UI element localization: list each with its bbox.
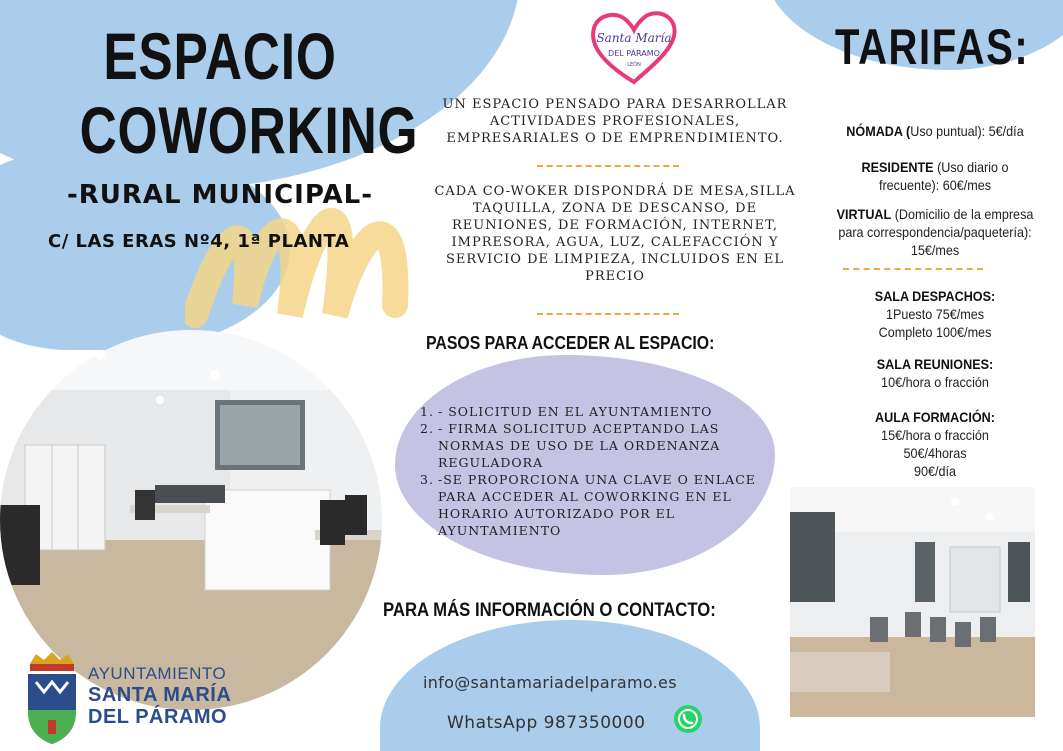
training-room-photo — [790, 487, 1035, 717]
municipality-logo — [22, 650, 282, 745]
divider-3 — [843, 268, 983, 270]
rate-detail: Completo 100€/mes — [878, 324, 992, 340]
address: C/ LAS ERAS Nº4, 1ª PLANTA — [48, 231, 350, 252]
rate-detail: 15€/hora o fracción — [881, 427, 989, 443]
title-line-2: COWORKING — [79, 93, 419, 167]
logo-line-3: DEL PÁRAMO — [88, 706, 228, 728]
contact-email[interactable]: info@santamariadelparamo.es — [423, 673, 677, 692]
step-number: 2. — [420, 421, 434, 436]
rate-aula-formacion — [832, 408, 1039, 480]
rate-detail: (Uso diario o — [933, 159, 1009, 175]
subtitle: -RURAL MUNICIPAL- — [66, 180, 373, 210]
rate-virtual — [832, 205, 1039, 259]
title-line-1: ESPACIO — [103, 19, 337, 93]
contact-whatsapp[interactable]: WhatsApp 987350000 — [447, 713, 646, 733]
step-text: - SOLICITUD EN EL AYUNTAMIENTO — [438, 404, 713, 419]
heart-logo-line-2: DEL PÁRAMO — [608, 49, 660, 58]
heart-logo-line-1: Santa María — [596, 31, 672, 45]
rate-sala-despachos — [832, 287, 1039, 341]
rate-detail: 10€/hora o fracción — [881, 374, 989, 390]
heart-logo-line-3: LEÓN — [627, 62, 641, 68]
steps-heading: PASOS PARA ACCEDER AL ESPACIO: — [426, 333, 715, 353]
rate-detail: frecuente): 60€/mes — [878, 177, 992, 193]
whatsapp-icon[interactable] — [673, 704, 703, 734]
step-text: -SE PROPORCIONA UNA CLAVE O ENLACE PARA ACCEDER AL COWORKING EN EL HORARIO AUTORIZADO POR EL AYUNTAMIENTO — [438, 472, 756, 538]
rate-name: NÓMADA ( — [846, 123, 911, 139]
step-item — [420, 403, 770, 420]
step-item — [420, 420, 770, 471]
rate-residente — [832, 158, 1039, 194]
steps-list — [420, 403, 770, 539]
step-item — [420, 471, 770, 539]
contact-heading: PARA MÁS INFORMACIÓN O CONTACTO: — [383, 600, 716, 621]
rate-detail: 1Puesto 75€/mes — [885, 306, 985, 322]
coat-of-arms-icon — [22, 650, 82, 745]
tarifas-title: TARIFAS: — [835, 19, 1030, 75]
rate-name: RESIDENTE — [861, 159, 934, 175]
rate-detail: Uso puntual): 5€/día — [910, 123, 1024, 139]
divider-2 — [537, 313, 679, 315]
rate-name: SALA DESPACHOS: — [874, 288, 996, 304]
logo-line-2: SANTA MARÍA — [88, 684, 232, 706]
includes-text: CADA CO-WOKER DISPONDRÁ DE MESA,SILLA TAQUILLA, ZONA DE DESCANSO, DE REUNIONES, DE FORMACIÓN, INTERNET, IMPRESORA, AGUA, LUZ, CALEFACCIÓN Y SERVICIO DE LIMPIEZA, INCLUIDOS EN EL PRECIO — [434, 184, 796, 284]
santa-maria-heart-logo — [588, 8, 680, 86]
rate-detail: 15€/mes — [910, 242, 960, 258]
divider-1 — [537, 165, 679, 167]
rate-detail: para correspondencia/paquetería): — [838, 224, 1032, 240]
step-number: 3. — [420, 472, 434, 487]
step-number: 1. — [420, 404, 434, 419]
rate-detail: 50€/4horas — [903, 445, 967, 461]
rate-name: SALA REUNIONES: — [876, 356, 994, 372]
rate-detail: (Domicilio de la empresa — [891, 206, 1034, 222]
rate-nomada — [832, 122, 1039, 140]
rate-sala-reuniones — [832, 355, 1039, 391]
step-text: - FIRMA SOLICITUD ACEPTANDO LAS NORMAS DE USO DE LA ORDENANZA REGULADORA — [438, 421, 721, 470]
intro-text: UN ESPACIO PENSADO PARA DESARROLLAR ACTIVIDADES PROFESIONALES, EMPRESARIALES O DE EMPRENDIMIENTO. — [442, 97, 788, 146]
rate-name: VIRTUAL — [836, 206, 892, 222]
rate-name: AULA FORMACIÓN: — [875, 409, 995, 425]
rate-detail: 90€/día — [913, 463, 957, 479]
logo-line-1: AYUNTAMIENTO — [88, 664, 227, 683]
